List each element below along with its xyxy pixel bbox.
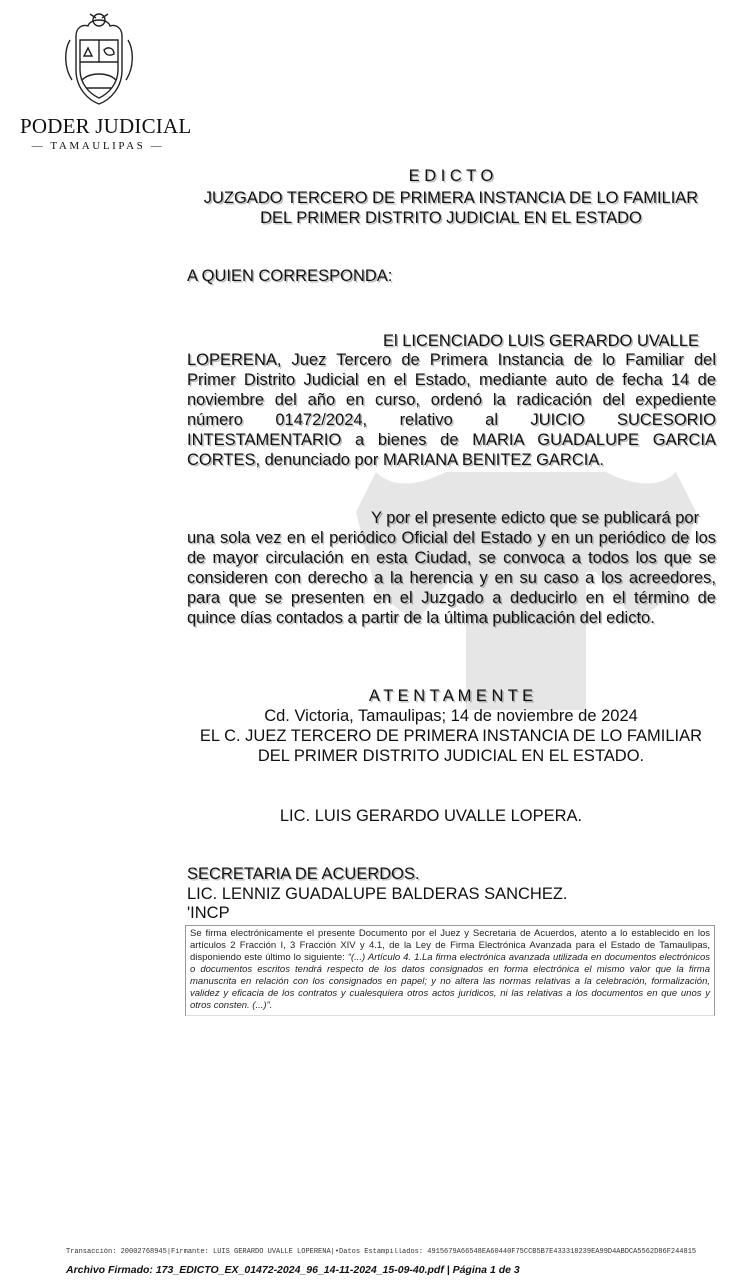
signature-note-text: Se firma electrónicamente el presente Documento por el Juez y Secretaria de Acuerdos, atento a lo establecido en los artículos 2 Fracción I, 3 Fracción XIV y 4.1, de la Ley de Firma Electrónica Avanzada para el Estado de Tamaulipas, disponiendo este último lo siguiente: (190, 928, 710, 963)
place-date: Cd. Victoria, Tamaulipas; 14 de noviembre de 2024 (264, 707, 638, 725)
organization-subtitle: — TAMAULIPAS — (31, 140, 165, 152)
secretary-name: LIC. LENNIZ GUADALUPE BALDERAS SANCHEZ. (187, 885, 568, 903)
paragraph-2-lead: Y por el presente edicto que se publicará por (371, 509, 700, 527)
judge-title-line-2: DEL PRIMER DISTRITO JUDICIAL EN EL ESTADO. (257, 747, 645, 765)
atentamente-heading: A T E N T A M E N T E (368, 687, 534, 705)
typist-initials: 'INCP (187, 904, 230, 922)
salutation: A QUIEN CORRESPONDA: (187, 267, 393, 285)
court-name-line-1: JUZGADO TERCERO DE PRIMERA INSTANCIA DE LO FAMILIAR (203, 189, 699, 207)
transaction-stamp: Transacción: 20002768945|Firmante: LUIS GERARDO UVALLE LOPERENA|•Datos Estampillados: 4915679A66548EA60440F75CCB5B7E433318239EA99D4ABDCA5562D86F244815 (66, 1248, 697, 1256)
secretary-title: SECRETARIA DE ACUERDOS. (187, 865, 420, 883)
court-name-line-2: DEL PRIMER DISTRITO JUDICIAL EN EL ESTADO (260, 209, 642, 227)
judge-title-line-1: EL C. JUEZ TERCERO DE PRIMERA INSTANCIA DE LO FAMILIAR (199, 727, 703, 745)
coat-of-arms-logo (60, 10, 138, 108)
signature-note-quote: “(...) Artículo 4. 1.La firma electrónica avanzada utilizada en documentos electrónicos o documentos escritos tendrá respecto de los datos consignados en forma electrónica el mismo valor que la firma manuscrita en relación con los consignados en papel; y no altera las normas relativas a la celebración, formalización, validez y eficacia de los contratos y cualesquiera otros actos jurídicos, ni las relativas a los documentos en que unos y otros consten. (...)”. (190, 952, 710, 1011)
organization-name: PODER JUDICIAL (20, 114, 192, 138)
document-type-title: E D I C T O (408, 167, 494, 185)
paragraph-1-lead: El LICENCIADO LUIS GERARDO UVALLE (383, 332, 700, 350)
judge-name: LIC. LUIS GERARDO UVALLE LOPERA. (279, 807, 583, 825)
electronic-signature-note (185, 925, 715, 1016)
signed-file-name: Archivo Firmado: 173_EDICTO_EX_01472-2024_96_14-11-2024_15-09-40.pdf | Página 1 de 3 (66, 1264, 520, 1276)
paragraph-2-body: una sola vez en el periódico Oficial del Estado y en un periódico de los de mayor circulación en esta Ciudad, se convoca a todos los que se consideren con derecho a la herencia y en su caso a los acreedores, para que se presenten en el Juzgado a deducirlo en el término de quince días contados a partir de la última publicación del edicto. (187, 529, 716, 627)
paragraph-1-body: LOPERENA, Juez Tercero de Primera Instancia de lo Familiar del Primer Distrito Judicial en el Estado, mediante auto de fecha 14 de noviembre del año en curso, ordenó la radicación del expediente número 01472/2024, relativo al JUICIO SUCESORIO INTESTAMENTARIO a bienes de MARIA GUADALUPE GARCIA CORTES, denunciado por MARIANA BENITEZ GARCIA. (187, 351, 716, 469)
